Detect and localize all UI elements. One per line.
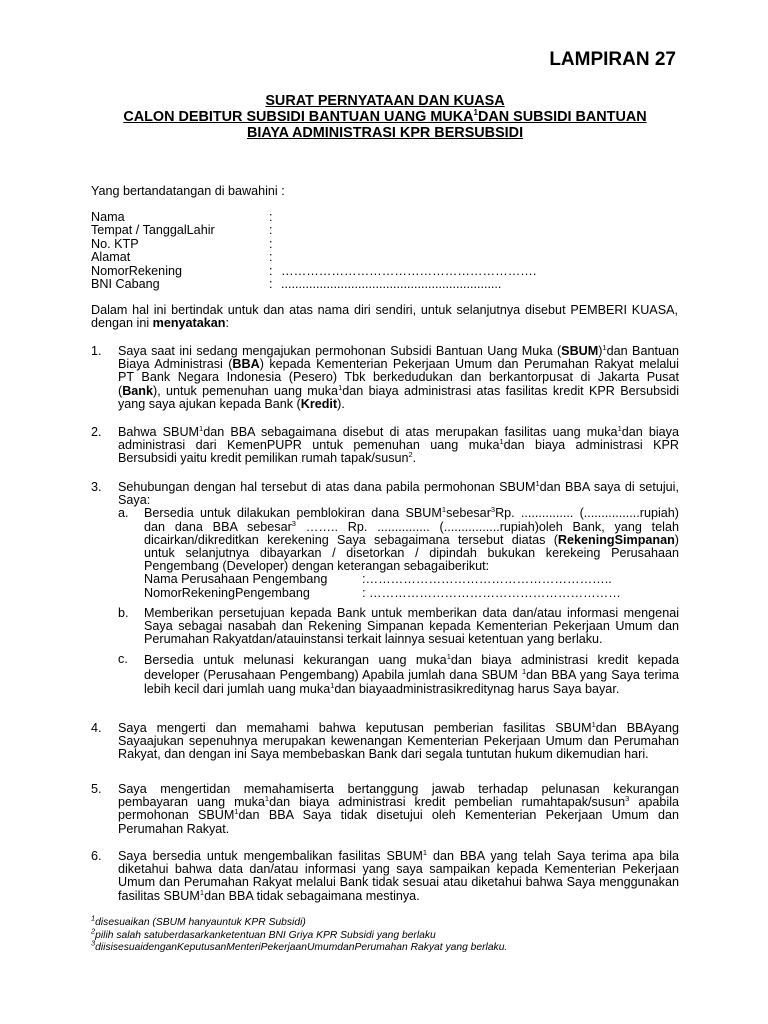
footnote-1: $^1$disesuaikan (SBUM hanyauntuk KPR Subsidi) bbox=[91, 913, 306, 928]
footnote-2: $^2$pilih salah satuberdasarkanketentuan BNI Griya KPR Subsidi yang berlaku bbox=[91, 926, 436, 941]
field-no-ktp: No. KTP : bbox=[91, 236, 273, 251]
list-item-6: 6. Saya bersedia untuk mengembalikan fasilitas SBUM$^1$ dan BBA yang telah Saya terima apa bila diketahui bahwa data dan/atau informasi yang saya sampaikan kepada Kementerian Pekerjaan Umum dan Perumahan Rakyat melalui Bank tidak sesuai atau diketahui bahwa Saya menggunakan fasilitas SBUM$^1$dan BBA tidak sebagaimana mestinya. bbox=[91, 847, 679, 903]
statement-paragraph: Dalam hal ini bertindak untuk dan atas nama diri sendiri, untuk selanjutnya disebut PEMBERI KUASA, dengan ini menyatakan: bbox=[91, 303, 678, 331]
intro-text: Yang bertandatangan di bawahini : bbox=[91, 184, 285, 198]
title-line-1: SURAT PERNYATAAN DAN KUASA bbox=[265, 93, 505, 109]
field-alamat: Alamat : bbox=[91, 250, 273, 265]
footnote-3: $^3$diisisesuaidenganKeputusanMenteriPekerjaanUmumdanPerumahan Rakyat yang berlaku. bbox=[91, 938, 508, 954]
sub-item-b: b. Memberikan persetujuan kepada Bank untuk memberikan data dan/atau informasi mengenai Saya sebagai nasabah dan Rekening Simpanan kepada Kementerian Pekerjaan Umum dan Perumahan Rakyatdan/atauinstansi terkait lainnya sesuai ketentuan yang berlaku. bbox=[118, 605, 679, 647]
attachment-number: LAMPIRAN 27 bbox=[549, 49, 676, 70]
title-line-2: CALON DEBITUR SUBSIDI BANTUAN UANG MUKA$^1$DAN SUBSIDI BANTUAN bbox=[123, 108, 647, 125]
field-tempat-tanggal-lahir: Tempat / TanggalLahir : bbox=[91, 223, 273, 238]
footnotes bbox=[91, 913, 691, 955]
list-item-1: 1. Saya saat ini sedang mengajukan permohonan Subsidi Bantuan Uang Muka (SBUM)$^1$dan Bantuan Biaya Administrasi (BBA) kepada Kementerian Pekerjaan Umum dan Perumahan Rakyat melalui PT Bank Negara Indonesia (Pesero) Tbk berkedudukan dan berkantorpusat di Jakarta Pusat (Bank), untuk pemenuhan uang muka$^1$dan biaya administrasi atas fasilitas kredit KPR Bersubsidi yang saya ajukan kepada Bank (Kredit). bbox=[91, 342, 679, 411]
field-nomor-rekening: NomorRekening : ……………………………………………………. bbox=[91, 263, 537, 278]
document-title bbox=[80, 93, 690, 141]
sub-item-a: a. Bersedia untuk dilakukan pemblokiran dana SBUM$^1$sebesar$^3$Rp. ............... (................rupiah) dan dana BBA sebesar$^3$ …….. Rp. ............... (................rupiah)oleh Bank, yang telah dicairkan/dikreditkan kerekening Saya sebagaimana tersebut diatas (RekeningSimpanan) untuk selanjutnya dibayarkan / disetorkan / dipindah bukukan kerekeing Perusahaan Pengembang (Developer) dengan keterangan sebagaiberikut: Nama Perusahaan Pengembang :………………………………………………….. NomorRekeningPengembang : …………………………………………………… bbox=[118, 505, 679, 600]
sub-item-c: c. Bersedia untuk melunasi kekurangan uang muka$^1$dan biaya administrasi kredit kepada developer (Perusahaan Pengembang) Apabila jumlah dana SBUM $^1$dan BBA yang Saya terima lebih kecil dari jumlah uang muka$^1$dan biayaadministrasikreditynag harus Saya bayar. bbox=[118, 652, 679, 697]
list-item-2: 2. Bahwa SBUM$^1$dan BBA sebagaimana disebut di atas merupakan fasilitas uang muka$^1$dan biaya administrasi dari KemenPUPR untuk pemenuhan uang muka$^1$dan biaya administrasi KPR Bersubsidi yaitu kredit pemilikan rumah tapak/susun$^2$. bbox=[91, 423, 680, 466]
developer-account-row: NomorRekeningPengembang : …………………………………………………… bbox=[144, 585, 621, 600]
list-item-4: 4. Saya mengerti dan memahami bahwa keputusan pemberian fasilitas SBUM$^1$dan BBAyang Sayaajukan sepenuhnya merupakan kewenangan Kementerian Pekerjaan Umum dan Perumahan Rakyat, dan dengan ini Saya membebaskan Bank dari segala tuntutan hukum dikemudian hari. bbox=[91, 719, 679, 762]
identity-fields bbox=[91, 211, 691, 291]
list-item-3: 3. Sehubungan dengan hal tersebut di atas dana pabila permohonan SBUM$^1$dan BBA saya di setujui, Saya: a. Bersedia untuk dilakukan pemblokiran dana SBUM$^1$sebesar$^3$Rp. ............... (................rupiah) dan dana BBA sebesar$^3$ …….. Rp. ............... (................rupiah)oleh Bank, yang telah dicairkan/dikreditkan kerekening Saya sebagaimana tersebut diatas (RekeningSimpanan) untuk selanjutnya dibayarkan / disetorkan / dipindah bukukan kerekeing Perusahaan Pengembang (Developer) dengan keterangan sebagaiberikut: Nama Perusahaan Pengembang :………………………………………………….. NomorRekeningPengembang : …………………………………………………… b. Memberikan persetujuan kepada Bank untuk memberikan data dan/atau informasi mengenai Saya sebagai nasabah dan Rekening Simpanan kepada Kementerian Pekerjaan Umum dan Perumahan Rakyatdan/atauinstansi terkait lainnya sesuai ketentuan yang berlaku. c. Bersedia untuk melunasi kekurangan uang muka$^1$dan biaya administrasi kredit kepada developer (Perusahaan Pengembang) Apabila jumlah dana SBUM $^1$dan BBA yang Saya terima lebih kecil dari jumlah uang muka$^1$dan biayaadministrasikreditynag harus Saya bayar. bbox=[91, 478, 679, 697]
developer-name-row: Nama Perusahaan Pengembang :………………………………………………….. bbox=[144, 572, 612, 587]
title-line-3: BIAYA ADMINISTRASI KPR BERSUBSIDI bbox=[246, 125, 524, 141]
field-nama: Nama : bbox=[91, 210, 273, 224]
list-item-5: 5. Saya mengertidan memahamiserta bertanggung jawab terhadap pelunasan kekurangan pembayaran uang muka$^1$dan biaya administrasi kredit pembelian rumahtapak/susun$^3$ apabila permohonan SBUM$^1$dan BBA Saya tidak disetujui oleh Kementerian Pekerjaan Umum dan Perumahan Rakyat. bbox=[91, 782, 679, 836]
field-bni-cabang: BNI Cabang : ............................................................... bbox=[91, 276, 502, 291]
